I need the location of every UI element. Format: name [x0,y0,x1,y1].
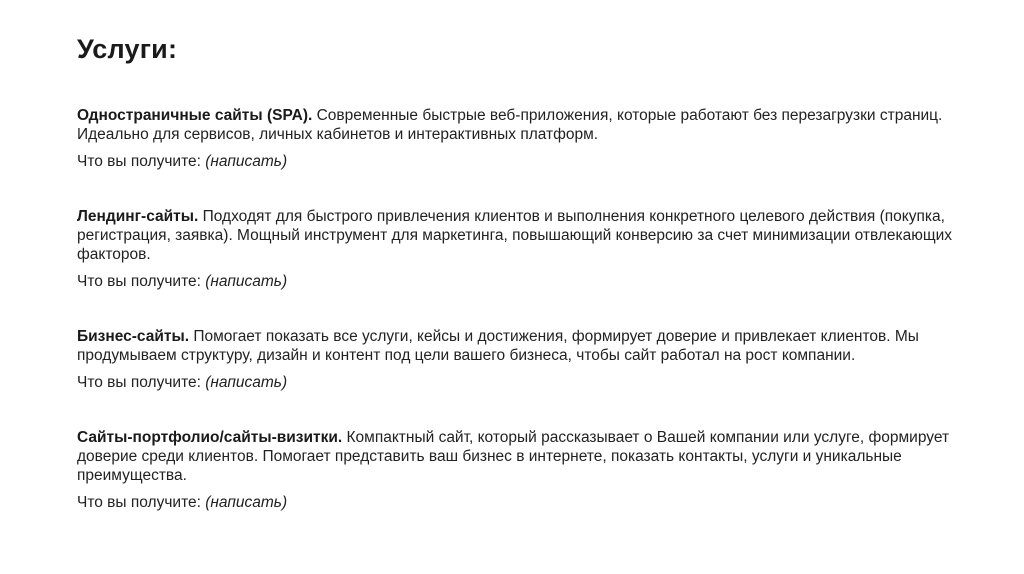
service-name: Одностраничные сайты (SPA). [77,107,313,124]
service-gain [77,373,957,392]
gain-placeholder: (написать) [205,153,288,170]
gain-label: Что вы получите: [77,153,206,170]
service-business [77,327,957,392]
service-text: Компактный сайт, который рассказывает о Вашей компании или услуге, формирует доверие среди клиентов. Помогает представить ваш бизнес в интернете, показать контакты, услуги и уникальные преимущества. [77,429,950,484]
service-landing [77,207,957,291]
service-description [77,106,957,144]
service-text: Помогает показать все услуги, кейсы и достижения, формирует доверие и привлекает клиентов. Мы продумываем структуру, дизайн и контент под цели вашего бизнеса, чтобы сайт работал на рост компании. [77,328,919,364]
service-description [77,207,957,264]
service-gain [77,493,957,512]
gain-label: Что вы получите: [77,494,206,511]
service-description [77,327,957,365]
gain-placeholder: (написать) [205,374,288,391]
service-portfolio [77,428,957,512]
page-title: Услуги: [77,34,178,64]
service-gain [77,152,957,171]
service-gain [77,272,957,291]
gain-placeholder: (написать) [205,494,288,511]
service-name: Сайты-портфолио/сайты-визитки. [77,429,343,446]
service-name: Бизнес-сайты. [77,328,190,345]
gain-label: Что вы получите: [77,273,206,290]
service-name: Лендинг-сайты. [77,208,199,225]
service-text: Современные быстрые веб-приложения, которые работают без перезагрузки страниц. Идеально для сервисов, личных кабинетов и интерактивных платформ. [77,107,943,143]
gain-label: Что вы получите: [77,374,206,391]
service-text: Подходят для быстрого привлечения клиентов и выполнения конкретного целевого действия (покупка, регистрация, заявка). Мощный инструмент для маркетинга, повышающий конверсию за счет минимизации отвлекающих факторов. [77,208,953,263]
service-spa [77,106,957,171]
service-description [77,428,957,485]
gain-placeholder: (написать) [205,273,288,290]
